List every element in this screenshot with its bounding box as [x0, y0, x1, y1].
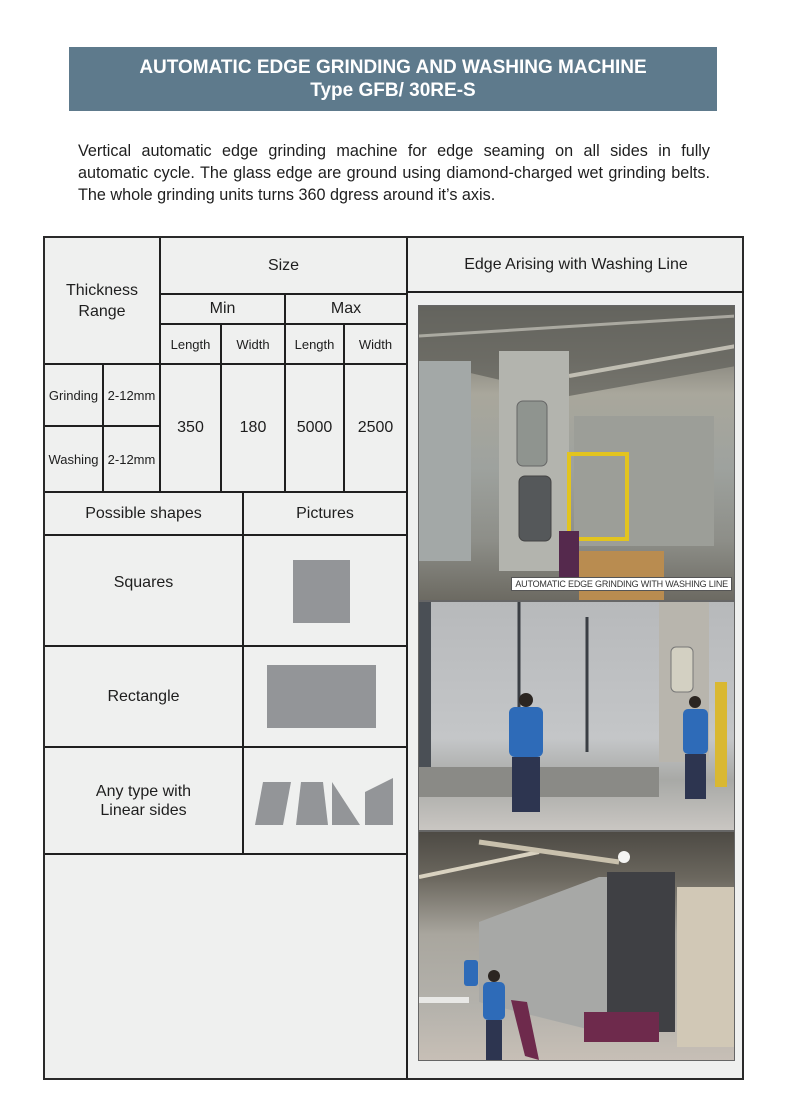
divider	[406, 291, 744, 293]
photo-illustration	[419, 306, 735, 601]
square-shape-icon	[293, 560, 350, 623]
min-length-value: 350	[177, 419, 204, 436]
description-paragraph: Vertical automatic edge grinding machine for edge seaming on all sides in fully automatic cycle. The glass edge are ground using diamond-charged wet grinding belts. The whole grinding units turns 360 dgress around it’s axis.	[78, 142, 710, 204]
max-width-value: 2500	[357, 419, 394, 436]
rectangle-shape-icon	[267, 665, 376, 728]
photo-illustration	[419, 602, 735, 831]
photo-illustration	[419, 832, 735, 1061]
possible-shapes-header: Possible shapes	[85, 504, 202, 522]
spec-sheet-table	[43, 236, 744, 1080]
linear-sides-label: Any type with Linear sides	[95, 782, 192, 819]
title-banner	[69, 47, 717, 111]
max-length-header: Length	[294, 336, 335, 352]
shape-label-rectangle: Rectangle	[107, 687, 180, 705]
shape-label-squares: Squares	[113, 574, 174, 591]
photo-caption: AUTOMATIC EDGE GRINDING WITH WASHING LINE	[511, 577, 732, 591]
max-length-value: 5000	[296, 419, 333, 436]
max-width-header: Width	[358, 336, 393, 352]
polygon-shapes-icon	[255, 776, 395, 826]
thickness-washing: 2-12mm	[107, 451, 156, 467]
min-width-value: 180	[239, 419, 267, 436]
divider	[45, 853, 407, 855]
thickness-range-header	[45, 238, 159, 363]
min-header: Min	[209, 300, 236, 317]
min-length-header: Length	[170, 336, 211, 352]
title-line-1: AUTOMATIC EDGE GRINDING AND WASHING MACHINE	[139, 57, 647, 78]
max-header: Max	[330, 300, 362, 317]
process-grinding: Grinding	[48, 387, 99, 403]
thickness-grinding: 2-12mm	[107, 387, 156, 403]
title-line-2: Type GFB/ 30RE-S	[310, 80, 476, 101]
min-width-header: Width	[236, 336, 270, 352]
thickness-range-label: Thickness Range	[65, 281, 139, 320]
size-header: Size	[267, 256, 300, 274]
operators-at-machine-photo	[418, 601, 735, 831]
shape-label-linear-sides	[45, 748, 242, 853]
trapezoid-shape	[296, 782, 328, 825]
process-washing: Washing	[48, 451, 99, 467]
divider	[242, 491, 244, 854]
photos-panel-header: Edge Arising with Washing Line	[464, 255, 688, 273]
parallelogram-shape	[255, 782, 291, 825]
slanted-top-shape	[365, 778, 393, 825]
washing-line-photo	[418, 831, 735, 1061]
pictures-header: Pictures	[296, 504, 354, 522]
grinding-machine-photo	[418, 305, 735, 601]
triangle-shape	[332, 782, 360, 825]
